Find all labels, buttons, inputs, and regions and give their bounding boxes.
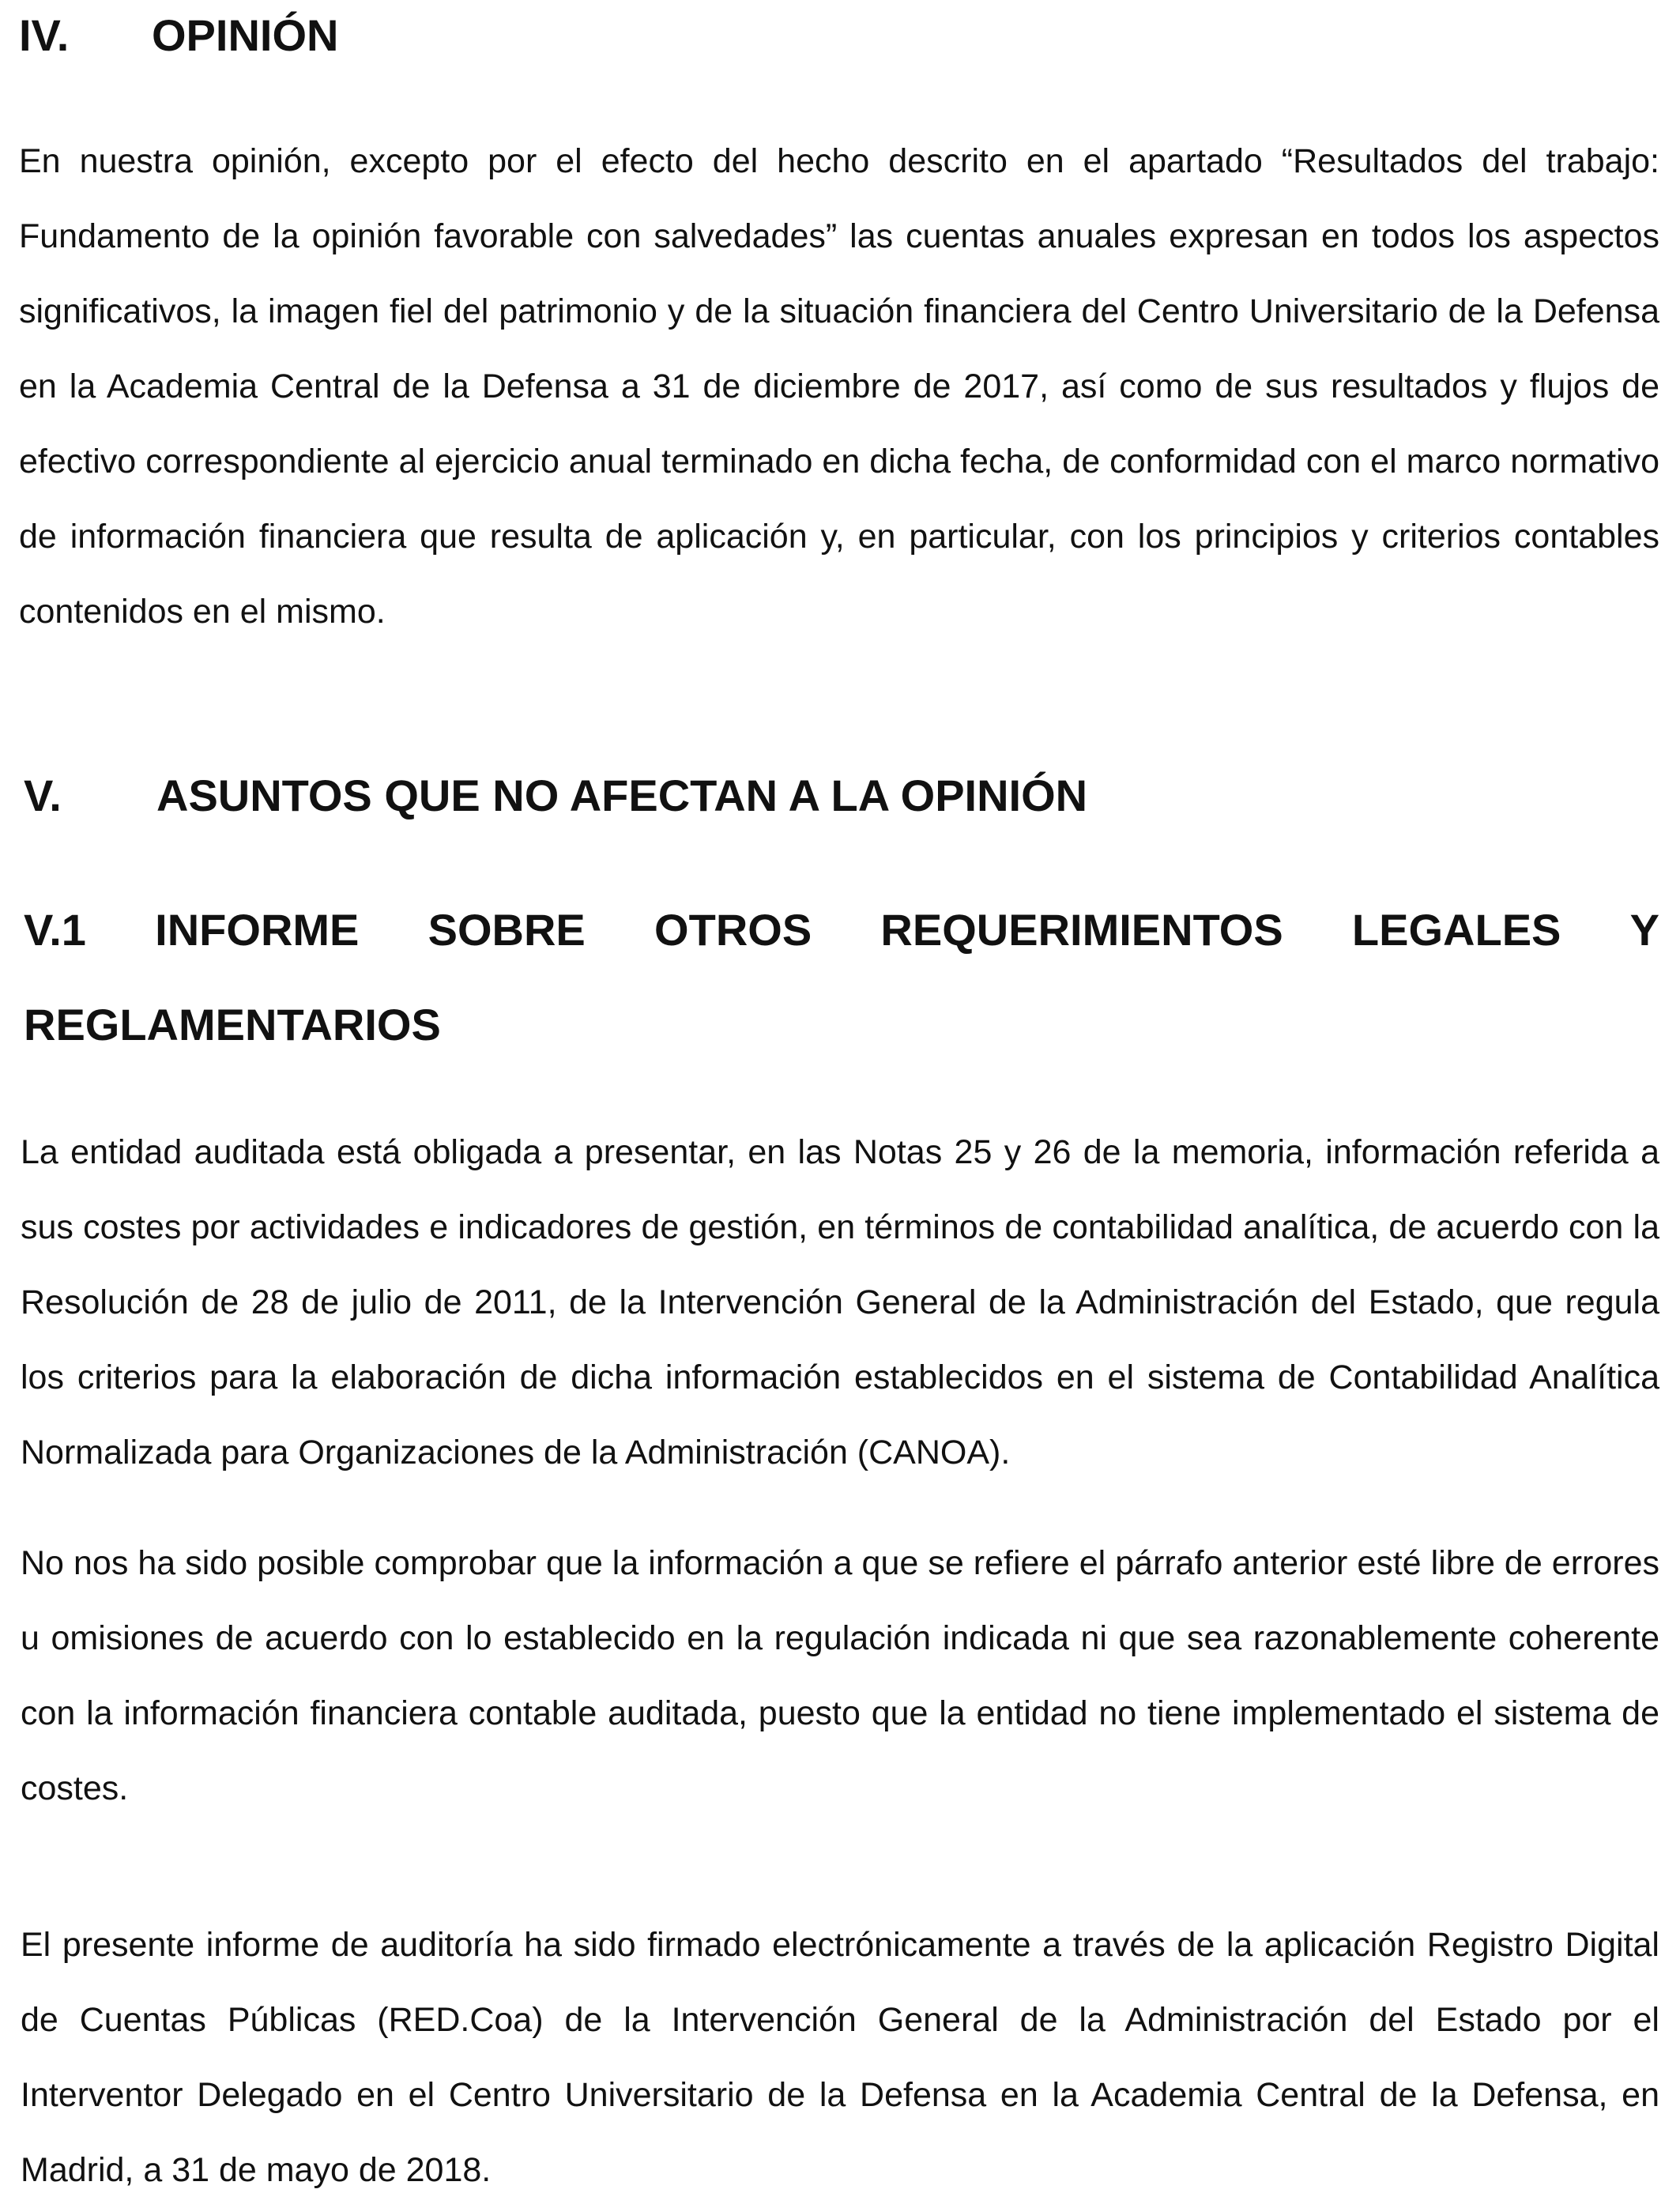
subsection-v1-word: Y — [1629, 905, 1659, 955]
section-iv-title: OPINIÓN — [152, 10, 339, 60]
subsection-v1-word: REQUERIMIENTOS — [880, 905, 1283, 955]
subsection-v1-word: INFORME — [155, 905, 360, 955]
section-v-title: ASUNTOS QUE NO AFECTAN A LA OPINIÓN — [156, 771, 1088, 820]
section-iv-heading — [19, 8, 338, 63]
subsection-v1-heading-line2: REGLAMENTARIOS — [24, 1000, 441, 1049]
subsection-v1-paragraph-3: El presente informe de auditoría ha sido firmado electrónicamente a través de la aplicación Registro Digital de Cuentas Públicas (RED.Coa) de la Intervención General de la Administración del Estado por el Interventor Delegado en el Centro Universitario de la Defensa en la Academia Central de la Defensa, en Madrid, a 31 de mayo de 2018. — [21, 1926, 1659, 2189]
subsection-v1-word: SOBRE — [428, 905, 586, 955]
subsection-v1-word: LEGALES — [1351, 905, 1561, 955]
subsection-v1-heading-line1 — [24, 902, 1659, 958]
section-iv-number: IV. — [19, 10, 70, 60]
section-v-number: V. — [24, 771, 62, 820]
section-iv-paragraph: En nuestra opinión, excepto por el efecto del hecho descrito en el apartado “Resultados del trabajo: Fundamento de la opinión favorable con salvedades” las cuentas anuales expresan en todos los aspectos significativos, la imagen fiel del patrimonio y de la situación financiera del Centro Universitario de la Defensa en la Academia Central de la Defensa a 31 de diciembre de 2017, así como de sus resultados y flujos de efectivo correspondiente al ejercicio anual terminado en dicha fecha, de conformidad con el marco normativo de información financiera que resulta de aplicación y, en particular, con los principios y criterios contables contenidos en el mismo. — [19, 142, 1659, 631]
subsection-v1-word: OTROS — [654, 905, 812, 955]
subsection-v1-paragraph-1: La entidad auditada está obligada a presentar, en las Notas 25 y 26 de la memoria, información referida a sus costes por actividades e indicadores de gestión, en términos de contabilidad analítica, de acuerdo con la Resolución de 28 de julio de 2011, de la Intervención General de la Administración del Estado, que regula los criterios para la elaboración de dicha información establecidos en el sistema de Contabilidad Analítica Normalizada para Organizaciones de la Administración (CANOA). — [21, 1133, 1659, 1471]
subsection-v1-paragraph-2: No nos ha sido posible comprobar que la información a que se refiere el párrafo anterior esté libre de errores u omisiones de acuerdo con lo establecido en la regulación indicada ni que sea razonablemente coherente con la información financiera contable auditada, puesto que la entidad no tiene implementado el sistema de costes. — [21, 1544, 1659, 1807]
subsection-v1-word: V.1 — [24, 905, 86, 955]
section-v-heading — [24, 768, 1087, 823]
